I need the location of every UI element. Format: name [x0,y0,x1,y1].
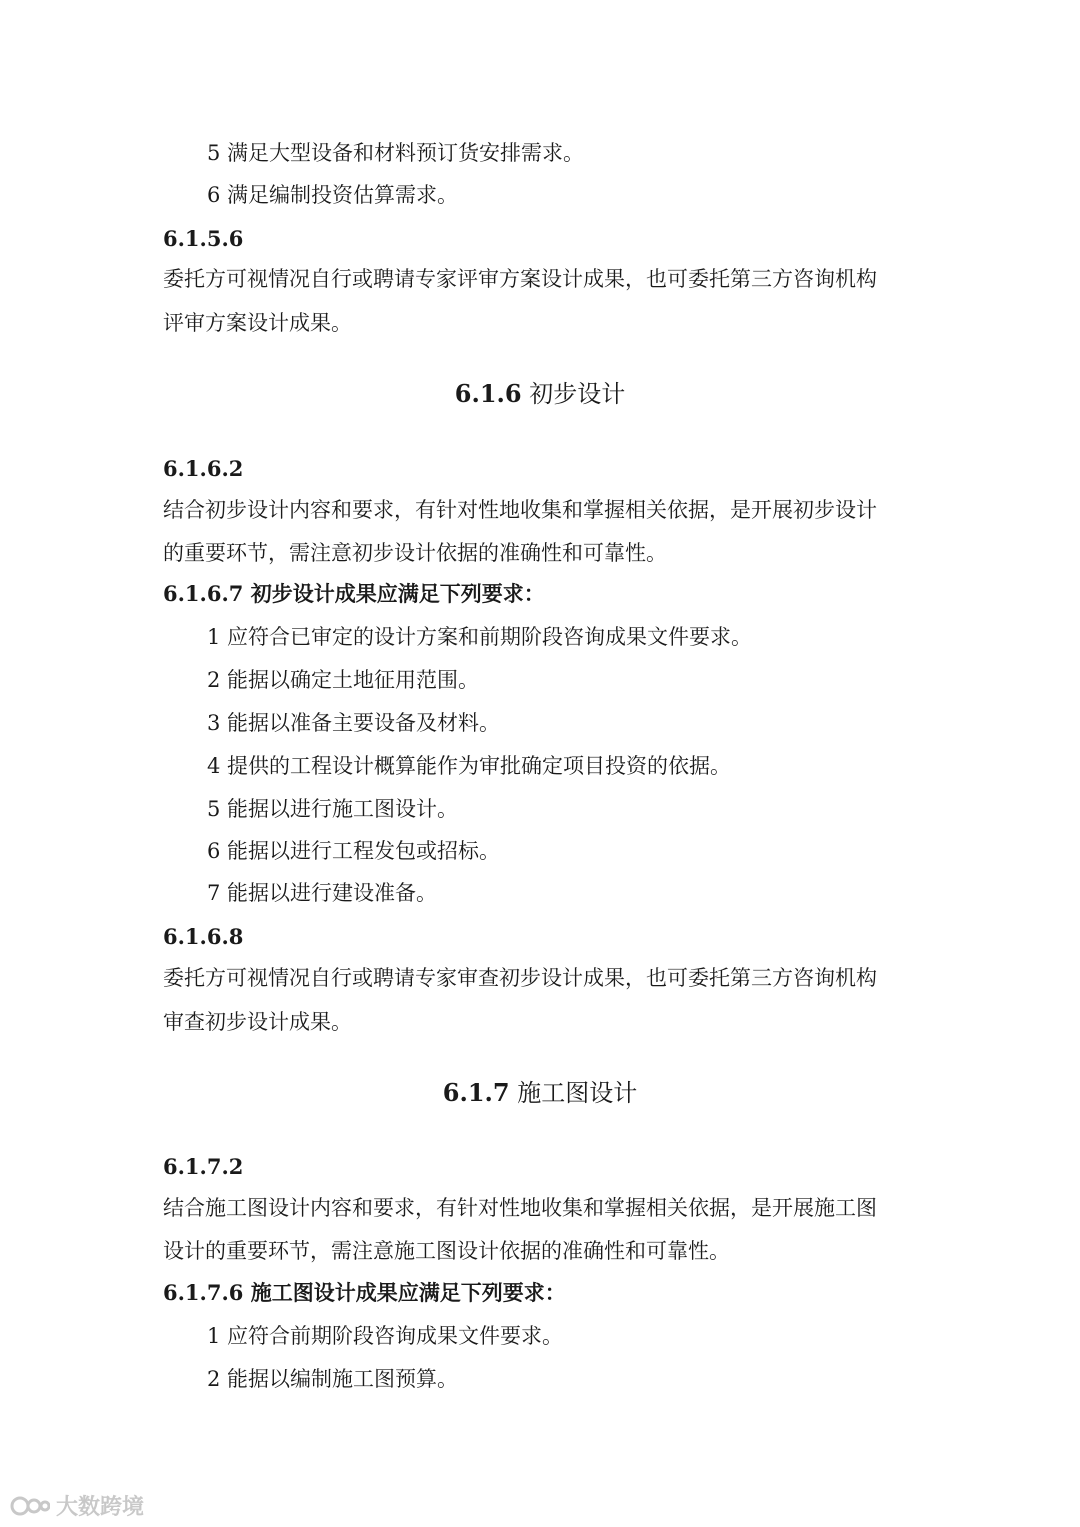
list-item: 5 能据以进行施工图设计。 [207,797,459,821]
section-heading [0,378,1080,410]
list-item: 6 能据以进行工程发包或招标。 [207,839,501,863]
clause-heading: 6.1.6.7 初步设计成果应满足下列要求： [163,581,545,606]
clause-number: 6.1.5.6 [163,226,244,251]
paragraph-line: 结合施工图设计内容和要求，有针对性地收集和掌握相关依据，是开展施工图 [163,1196,877,1220]
watermark-text: 大数跨境 [56,1495,145,1520]
list-item: 7 能据以进行建设准备。 [207,881,438,905]
list-item: 5 满足大型设备和材料预订货安排需求。 [207,141,585,165]
clause-number: 6.1.6.2 [163,456,244,481]
list-item: 6 满足编制投资估算需求。 [207,183,459,207]
clause-number: 6.1.7.2 [163,1154,244,1179]
paragraph-line: 结合初步设计内容和要求，有针对性地收集和掌握相关依据，是开展初步设计 [163,498,877,522]
section-title: 初步设计 [529,380,626,408]
list-item: 3 能据以准备主要设备及材料。 [207,711,501,735]
clause-heading: 6.1.7.6 施工图设计成果应满足下列要求： [163,1280,566,1305]
list-item: 1 应符合已审定的设计方案和前期阶段咨询成果文件要求。 [207,625,753,649]
clause-number: 6.1.6.8 [163,924,244,949]
list-item: 1 应符合前期阶段咨询成果文件要求。 [207,1324,564,1348]
list-item: 2 能据以确定土地征用范围。 [207,668,480,692]
paragraph-line: 委托方可视情况自行或聘请专家审查初步设计成果，也可委托第三方咨询机构 [163,966,877,990]
paragraph-line: 审查初步设计成果。 [163,1010,352,1034]
section-heading [0,1077,1080,1109]
list-item: 2 能据以编制施工图预算。 [207,1367,459,1391]
section-number: 6.1.7 [442,1078,510,1107]
paragraph-line: 设计的重要环节，需注意施工图设计依据的准确性和可靠性。 [163,1239,730,1263]
paragraph-line: 的重要环节，需注意初步设计依据的准确性和可靠性。 [163,541,667,565]
paragraph-line: 评审方案设计成果。 [163,311,352,335]
section-title: 施工图设计 [517,1079,638,1107]
section-number: 6.1.6 [454,379,522,408]
logo-icon [10,1494,50,1518]
paragraph-line: 委托方可视情况自行或聘请专家评审方案设计成果，也可委托第三方咨询机构 [163,267,877,291]
watermark [10,1490,144,1521]
list-item: 4 提供的工程设计概算能作为审批确定项目投资的依据。 [207,754,732,778]
